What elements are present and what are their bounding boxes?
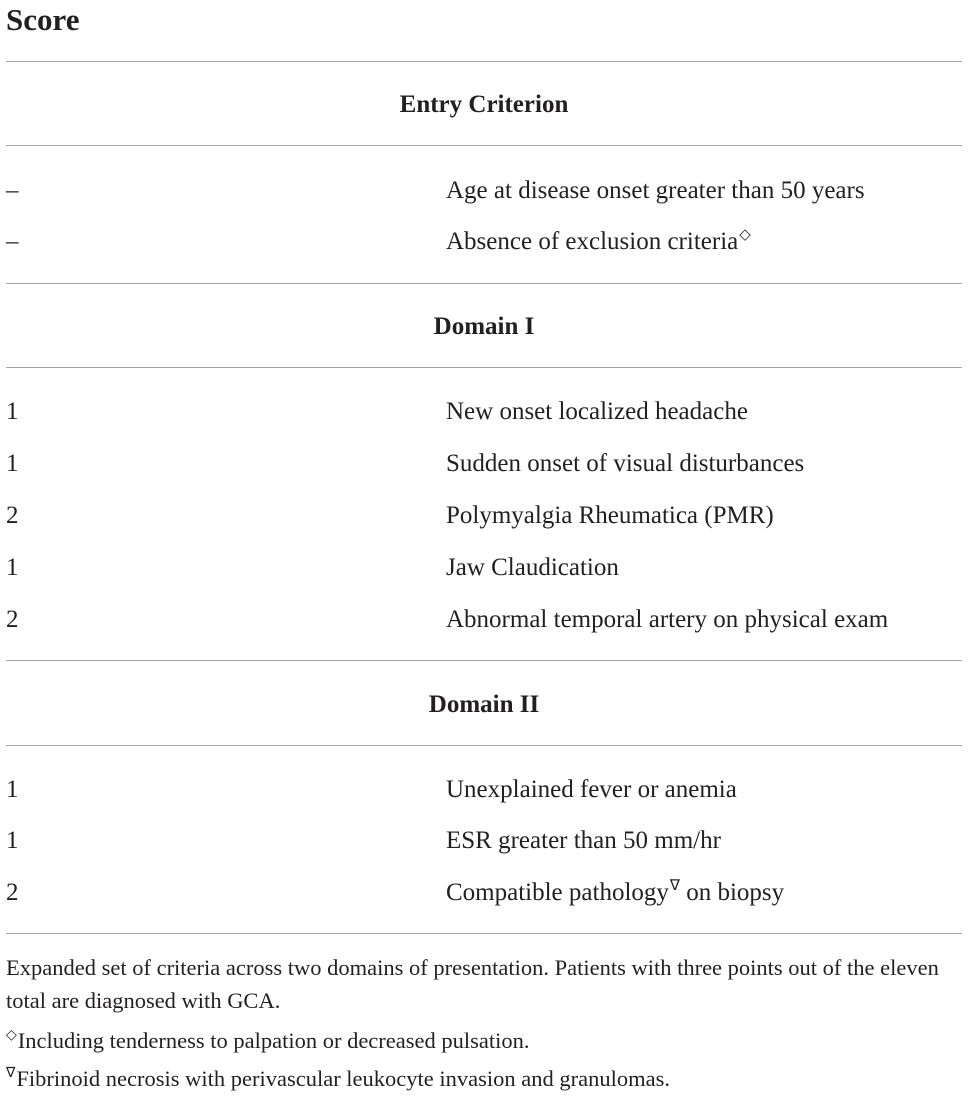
table-row — [0, 770, 968, 810]
diamond-footnote-mark: ◇ — [739, 225, 751, 243]
criterion-text: Sudden onset of visual disturbances — [446, 450, 805, 477]
criterion-text: Abnormal temporal artery on physical exam — [446, 606, 889, 633]
score-column-header: Score — [6, 2, 80, 37]
table-rule — [6, 367, 962, 368]
table-row — [0, 548, 968, 588]
criterion-suffix: on biopsy — [679, 879, 785, 906]
row-criterion — [446, 222, 751, 264]
row-score: 2 — [6, 606, 19, 633]
criterion-text: Jaw Claudication — [446, 554, 619, 581]
table-rule — [6, 61, 962, 62]
triangle-footnote-mark: ∇ — [669, 876, 680, 894]
section-title-entry-criterion: Entry Criterion — [399, 91, 569, 118]
criterion-text: Absence of exclusion criteria — [446, 228, 739, 255]
criterion-text: ESR greater than 50 mm/hr — [446, 827, 721, 854]
table-row — [0, 496, 968, 536]
row-score: 1 — [6, 450, 19, 477]
row-score: – — [6, 228, 19, 255]
table-row — [0, 392, 968, 432]
table-rule — [6, 145, 962, 146]
row-criterion — [446, 821, 721, 861]
row-score: – — [6, 177, 19, 204]
footnote-text: Fibrinoid necrosis with perivascular leukocyte invasion and granulomas. — [16, 1066, 670, 1091]
table-row — [0, 873, 968, 913]
row-score: 1 — [6, 554, 19, 581]
table-row — [0, 600, 968, 640]
footnote-triangle — [6, 1062, 964, 1099]
row-criterion — [446, 873, 784, 915]
table-row — [0, 222, 968, 262]
diamond-footnote-mark: ◇ — [6, 1027, 17, 1043]
row-score: 2 — [6, 879, 19, 906]
criterion-text: Polymyalgia Rheumatica (PMR) — [446, 502, 774, 529]
row-score: 1 — [6, 398, 19, 425]
row-criterion — [446, 770, 737, 810]
row-score: 2 — [6, 502, 19, 529]
section-title-domain-i: Domain I — [433, 313, 535, 340]
table-caption: Expanded set of criteria across two domains of presentation. Patients with three points out of the eleven total are diagnosed with GCA. — [6, 955, 939, 1013]
table-rule — [6, 660, 962, 661]
row-score: 1 — [6, 827, 19, 854]
row-criterion — [446, 548, 619, 588]
table-row — [0, 821, 968, 861]
footnote-diamond — [6, 1024, 964, 1061]
criterion-text: Unexplained fever or anemia — [446, 776, 737, 803]
criterion-text: Age at disease onset greater than 50 years — [446, 177, 865, 204]
row-criterion — [446, 392, 748, 432]
section-title-domain-ii: Domain II — [428, 691, 540, 718]
row-criterion — [446, 444, 804, 484]
table-rule — [6, 933, 962, 934]
row-criterion — [446, 496, 774, 536]
footnote-text: Including tenderness to palpation or decreased pulsation. — [17, 1028, 530, 1053]
criterion-text: Compatible pathology — [446, 879, 669, 906]
table-rule — [6, 745, 962, 746]
row-score: 1 — [6, 776, 19, 803]
table-row — [0, 444, 968, 484]
row-criterion — [446, 171, 865, 211]
table-row — [0, 171, 968, 211]
row-criterion — [446, 600, 888, 640]
criterion-text: New onset localized headache — [446, 398, 748, 425]
table-rule — [6, 283, 962, 284]
triangle-footnote-mark: ∇ — [6, 1065, 16, 1081]
